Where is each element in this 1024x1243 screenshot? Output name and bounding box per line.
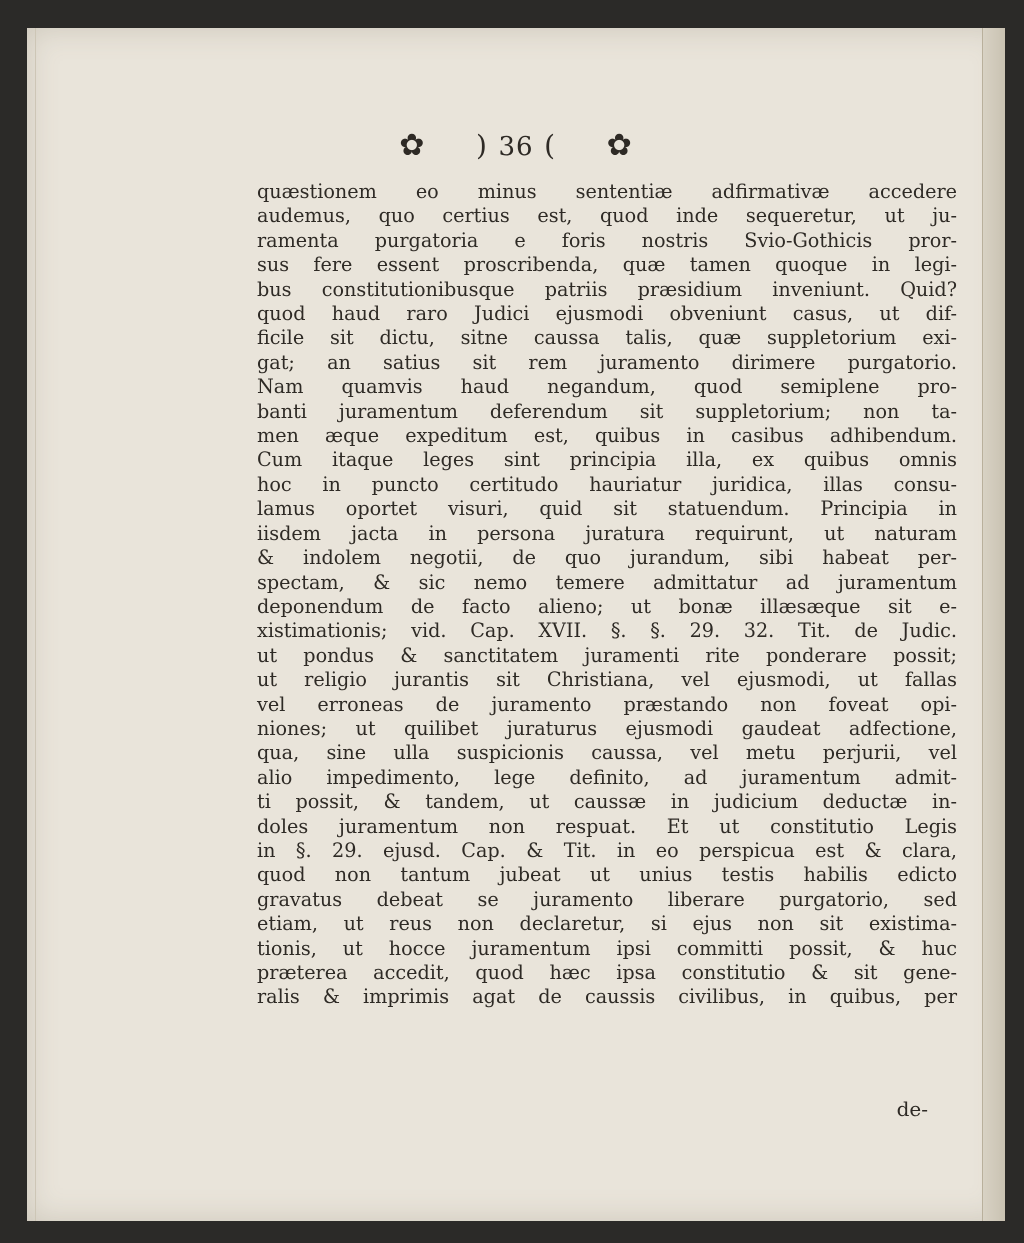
text-line: in §. 29. ejusd. Cap. & Tit. in eo perspicua est & clara, xyxy=(257,838,957,862)
page-number: 36 xyxy=(498,132,534,162)
catchword: de- xyxy=(896,1097,928,1121)
text-line: Cum itaque leges sint principia illa, ex quibus omnis xyxy=(257,448,957,472)
text-line: iisdem jacta in persona juratura requirunt, ut naturam xyxy=(257,521,957,545)
ornament-right-icon: ✿ xyxy=(606,128,633,163)
body-text xyxy=(257,180,957,1010)
text-line: hoc in puncto certitudo hauriatur juridica, illas consu- xyxy=(257,472,957,496)
text-line: lamus oportet visuri, quid sit statuendum. Principia in xyxy=(257,497,957,521)
text-line: Nam quamvis haud negandum, quod semiplene pro- xyxy=(257,375,957,399)
ornament-left-icon: ✿ xyxy=(399,128,426,163)
book-page xyxy=(27,28,1005,1221)
text-line: doles juramentum non respuat. Et ut constitutio Legis xyxy=(257,814,957,838)
header-paren-left: ) xyxy=(475,129,488,162)
text-line: men æque expeditum est, quibus in casibus adhibendum. xyxy=(257,424,957,448)
text-line: ut religio jurantis sit Christiana, vel ejusmodi, ut fallas xyxy=(257,668,957,692)
text-line: niones; ut quilibet juraturus ejusmodi gaudeat adfectione, xyxy=(257,716,957,740)
text-line: sus fere essent proscribenda, quæ tamen quoque in legi- xyxy=(257,253,957,277)
text-line: præterea accedit, quod hæc ipsa constitutio & sit gene- xyxy=(257,961,957,984)
text-line: ficile sit dictu, sitne caussa talis, quæ suppletorium exi- xyxy=(257,326,957,350)
text-line: audemus, quo certius est, quod inde sequeretur, ut ju- xyxy=(257,204,957,228)
text-line: xistimationis; vid. Cap. XVII. §. §. 29. 32. Tit. de Judic. xyxy=(257,619,957,643)
text-line: ut pondus & sanctitatem juramenti rite ponderare possit; xyxy=(257,643,957,667)
text-line: banti juramentum deferendum sit suppletorium; non ta- xyxy=(257,399,957,423)
text-line: quod non tantum jubeat ut unius testis habilis edicto xyxy=(257,863,957,887)
page-header xyxy=(27,128,1005,163)
text-line: deponendum de facto alieno; ut bonæ illæsæque sit e- xyxy=(257,594,957,618)
text-line: gat; an satius sit rem juramento dirimere purgatorio. xyxy=(257,350,957,374)
text-line: alio impedimento, lege definito, ad juramentum admit- xyxy=(257,765,957,789)
text-line: etiam, ut reus non declaretur, si ejus non sit existima- xyxy=(257,912,957,936)
text-line: bus constitutionibusque patriis præsidium inveniunt. Quid? xyxy=(257,277,957,301)
text-line: ralis & imprimis agat de caussis civilibus, in quibus, per xyxy=(257,985,957,1009)
text-line: spectam, & sic nemo temere admittatur ad juramentum xyxy=(257,570,957,594)
page-edge xyxy=(35,28,36,1221)
text-line: ramenta purgatoria e foris nostris Svio-Gothicis pror- xyxy=(257,228,957,252)
text-line: quæstionem eo minus sententiæ adfirmativæ accedere xyxy=(257,180,957,203)
text-line: & indolem negotii, de quo jurandum, sibi habeat per- xyxy=(257,546,957,570)
text-line: quod haud raro Judici ejusmodi obveniunt casus, ut dif- xyxy=(257,302,957,326)
text-line: qua, sine ulla suspicionis caussa, vel metu perjurii, vel xyxy=(257,741,957,765)
text-line: ti possit, & tandem, ut caussæ in judicium deductæ in- xyxy=(257,790,957,814)
text-line: vel erroneas de juramento præstando non foveat opi- xyxy=(257,692,957,716)
page-gutter xyxy=(982,28,1005,1221)
text-line: gravatus debeat se juramento liberare purgatorio, sed xyxy=(257,887,957,911)
header-paren-right: ( xyxy=(544,129,557,162)
text-line: tionis, ut hocce juramentum ipsi committi possit, & huc xyxy=(257,936,957,960)
